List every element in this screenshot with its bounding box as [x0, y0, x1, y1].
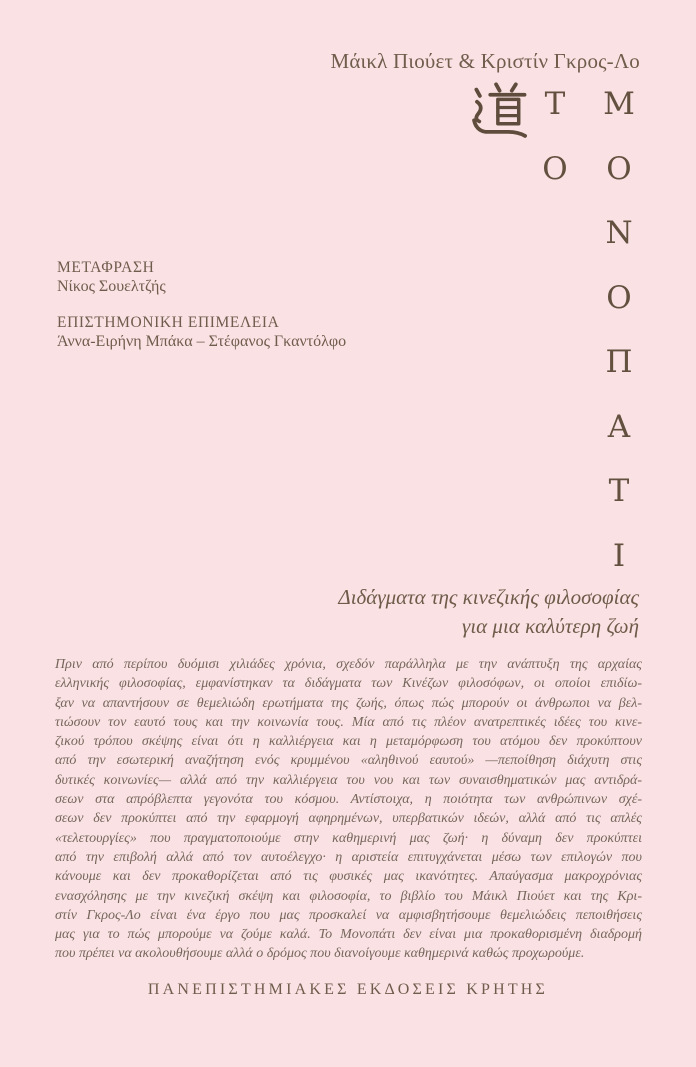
- dao-character: [470, 82, 528, 140]
- body-line: ξαν να απαντήσουν σε θεμελιώδη ερωτήματα της ζωής, όπως πώς μπορούν οι άνθρωποι να βελ-: [55, 695, 642, 711]
- subtitle: [338, 583, 639, 641]
- subtitle-line-2: για μια καλύτερη ζωή: [462, 614, 639, 638]
- body-line: Πριν από περίπου δυόμισι χιλιάδες χρόνια, σχεδόν παράλληλα με την ανάπτυξη της αρχαίας: [55, 657, 642, 672]
- body-line: που πρέπει να ακολουθήσουμε αλλά ο δρόμος που διανοίγουμε καθημερινά καθώς προχωρούμε.: [55, 946, 585, 962]
- subtitle-line-1: Διδάγματα της κινεζικής φιλοσοφίας: [338, 585, 639, 609]
- back-cover-text: [55, 655, 642, 964]
- body-line: «τελετουργίες» που πραγματοποιούμε στην καθημερινή μας ζωή· η δύναμη δεν προκύπτει: [55, 830, 642, 846]
- credits-block: [57, 258, 346, 351]
- body-line: κάνουμε και δεν προκαθορίζεται από τις φυσικές μας ικανότητες. Απαύγασμα μακροχρόνιας: [55, 869, 642, 885]
- translation-label: ΜΕΤΑΦΡΑΣΗ: [57, 259, 155, 276]
- dao-character-glyph: [470, 82, 528, 140]
- title-letter: Ν: [605, 215, 633, 251]
- body-line: μας για το πώς μπορούμε να ζούμε καλά. Το Μονοπάτι δεν είναι μια προκαθορισμένη διαδρομή: [55, 927, 642, 943]
- body-line: τιώσουν τον εαυτό τους και την κοινωνία τους. Μία από τις πλέον ανατρεπτικές ιδέες του κινε-: [55, 714, 642, 730]
- title-letter: Ι: [612, 537, 626, 574]
- title-letter: Τ: [608, 473, 630, 509]
- body-line: σεων στα απρόβλεπτα γεγονότα του κόσμου. Αντίστοιχα, η ποιότητα των ανθρώπινων σχέ-: [55, 792, 642, 808]
- body-line: σεων δεν προκύπτει από την εφαρμογή αφηρημένων, υπερβατικών ιδεών, αλλά από τις απλές: [55, 811, 642, 827]
- title-letter: Π: [605, 344, 633, 380]
- publisher-line: ΠΑΝΕΠΙΣΤΗΜΙΑΚΕΣ ΕΚΔΟΣΕΙΣ ΚΡΗΤΗΣ: [147, 981, 549, 998]
- body-line: από την επιβολή αλλά από τον αυτοέλεγχο· η αριστεία επιτυγχάνεται μέσω των επιλογών που: [55, 849, 642, 865]
- editors-names: Άννα-Ειρήνη Μπάκα – Στέφανος Γκαντόλφο: [57, 333, 347, 350]
- body-line: ζικού τρόπου σκέψης είναι ότι η καλλιέργεια και η μεταμόρφωση του ατόμου δεν προκύπτουν: [55, 734, 642, 750]
- title-column-to: [523, 72, 587, 201]
- translator-name: Νίκος Σουελτζής: [57, 278, 166, 295]
- title-letter: Ο: [606, 150, 632, 187]
- body-line: ελληνικής φιλοσοφίας, εμφανίστηκαν τα διδάγματα των Κινέζων φιλοσόφων, οι οποίοι επιδίω-: [55, 676, 642, 692]
- title-letter: Ο: [606, 279, 632, 316]
- authors-line: Μάικλ Πιούετ & Κριστίν Γκρος-Λο: [330, 49, 640, 73]
- editing-label: ΕΠΙΣΤΗΜΟΝΙΚΗ ΕΠΙΜΕΛΕΙΑ: [57, 314, 280, 331]
- body-line: ενασχόλησης με την κινεζική σκέψη και φιλοσοφία, το βιβλίο του Μάικλ Πιούετ και της Κρι-: [55, 888, 642, 904]
- title-letter: Α: [607, 408, 631, 445]
- title-letter: Ο: [542, 150, 568, 187]
- body-line: από την εσωτερική αναζήτηση ενός κρυμμένου «αληθινού εαυτού» —πεποίθηση διάχυτη στις: [55, 753, 642, 769]
- body-line: δυτικές κοινωνίες— αλλά από την καλλιέργεια του νου και των συναισθηματικών μας αντιδρά-: [55, 772, 642, 788]
- title-letter: Μ: [603, 86, 635, 122]
- title-letter: Τ: [544, 86, 566, 122]
- body-line: στίν Γκρος-Λο είναι ένα έργο που μας προσκαλεί να αμφισβητήσουμε θεμελιώδεις πεποιθήσεις: [55, 907, 642, 923]
- title-column-monopati: [587, 72, 651, 588]
